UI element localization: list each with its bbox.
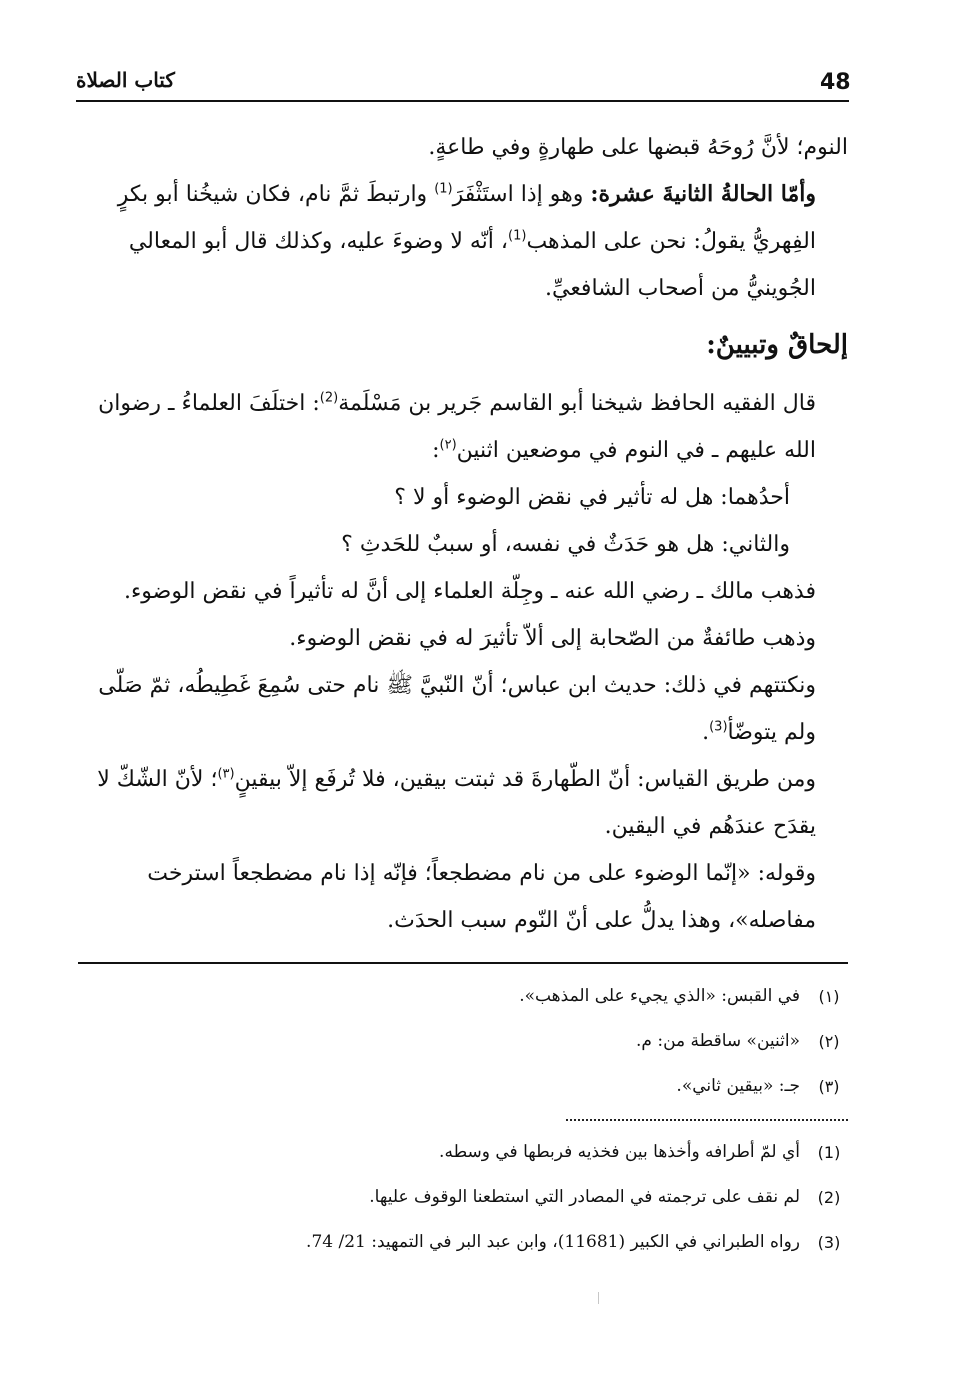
paragraph-statement: وقوله: «إنّما الوضوء على من نام مضطجعاً؛ فإنّه إذا نام مضطجعاً استرخت مفاصله»، وهذا يدلُّ على أنّ النّوم سبب الحدَث. xyxy=(147,861,816,933)
paragraph-analogy xyxy=(78,756,848,850)
case-twelve-text-b: وارتبطَ ثمَّ نام، فكان شيخُنا أبو بكرٍ الفِهريُّ يقولُ: نحن على المذهب xyxy=(117,182,816,254)
footnotes xyxy=(78,962,848,1265)
analogy-text-a: ومن طريق القياس: أنّ الطّهارةَ قد ثبتت بيقين، فلا تُرفَع إلاّ بيقينٍ xyxy=(234,767,816,792)
scan-mark xyxy=(598,1292,602,1304)
footnote-text: جـ: «بيقين ثاني». xyxy=(676,1076,800,1096)
reference-note-1 xyxy=(78,1130,848,1175)
reference-note-2 xyxy=(78,1175,848,1220)
section-heading: إلحاقٌ وتبيينٌ: xyxy=(706,330,848,360)
paragraph-case-twelve xyxy=(78,171,848,312)
paragraph-jurist xyxy=(78,380,848,474)
main-text xyxy=(78,124,848,944)
footnote-number: (٢) xyxy=(818,1032,840,1051)
running-title: كتاب الصلاة xyxy=(76,68,175,92)
footnote-text: في القبس: «الذي يجيء على المذهب». xyxy=(519,986,800,1006)
analogy-text-b: ؛ لأنّ الشّكّ لا يقدَح عندَهُم في اليقين. xyxy=(97,767,816,839)
page-number: 48 xyxy=(820,70,851,95)
hadith-text-b: . xyxy=(702,720,710,745)
case-twelve-lead: وأمّا الحالةُ الثانيةَ عشرة: xyxy=(590,181,816,207)
footnote-number: (١) xyxy=(818,987,840,1006)
case-twelve-text-a: وهو إذا استَثْفَرَ xyxy=(452,182,584,207)
question-two: والثاني: هل هو حَدَثٌ في نفسه، أو سببٌ للحَدثِ ؟ xyxy=(341,532,790,557)
paragraph-1: النوم؛ لأنَّ رُوحَهُ قبضها على طهارةٍ وفي طاعةٍ. xyxy=(428,135,848,160)
paragraph-malik: فذهب مالك ـ رضي الله عنه ـ وجِلّة العلماء إلى أنَّ له تأثيراً في نقض الوضوء. xyxy=(123,579,816,604)
reference-note-3 xyxy=(78,1220,848,1265)
jurist-text-b: : اختلَفَ العلماءُ ـ رضوان الله عليهم ـ في النوم في موضعين اثنين xyxy=(98,391,816,463)
footnote-number: (1) xyxy=(817,1143,841,1162)
page-header xyxy=(76,66,849,102)
footnote-text: لم نقف على ترجمته في المصادر التي استطعنا الوقوف عليها. xyxy=(369,1187,800,1207)
footnote-number: (٣) xyxy=(818,1077,840,1096)
paragraph-companions: وذهب طائفةٌ من الصّحابة إلى ألاّ تأثيرَ له في نقض الوضوء. xyxy=(289,626,816,651)
footnote-marker: (٢) xyxy=(439,437,457,453)
footnote-number: (2) xyxy=(817,1188,841,1207)
footnote-text: رواه الطبراني في الكبير (11681)، وابن عبد البر في التمهيد: 21/ 74. xyxy=(306,1232,800,1252)
variant-note-2 xyxy=(78,1019,848,1064)
footnote-marker: (1) xyxy=(434,181,453,197)
case-twelve-text-c: ، أنّه لا وضوءَ عليه، وكذلك قال أبو المعالي الجُوينيُّ من أصحاب الشافعيِّ. xyxy=(128,229,816,301)
footnote-separator xyxy=(566,1119,848,1122)
jurist-text-c: : xyxy=(432,438,440,463)
footnote-marker: (3) xyxy=(709,719,728,735)
variant-note-1 xyxy=(78,974,848,1019)
footnote-marker: (2) xyxy=(319,390,339,406)
hadith-text-a: ونكتتهم في ذلك: حديث ابن عباس؛ أنّ النّبيَّ ﷺ نام حتى سُمِعَ غَطِيطُه، ثمّ صَلّى ولم يتوضّأ xyxy=(98,673,816,745)
footnote-text: أي لمّ أطرافه وأخذها بين فخذيه فربطها في وسطه. xyxy=(439,1142,800,1162)
footnote-text: «اثنين» ساقطة من: م. xyxy=(636,1031,800,1051)
footnote-marker: (٣) xyxy=(217,766,235,782)
paragraph-hadith xyxy=(78,662,848,756)
footnote-number: (3) xyxy=(817,1233,841,1252)
variant-note-3 xyxy=(78,1064,848,1109)
footnote-marker: (1) xyxy=(508,228,527,244)
question-one: أحدُهما: هل له تأثير في نقض الوضوء أو لا ؟ xyxy=(394,485,790,510)
jurist-text-a: قال الفقيه الحافظ شيخنا أبو القاسم جَرير بن مَسْلَمة xyxy=(338,391,816,416)
